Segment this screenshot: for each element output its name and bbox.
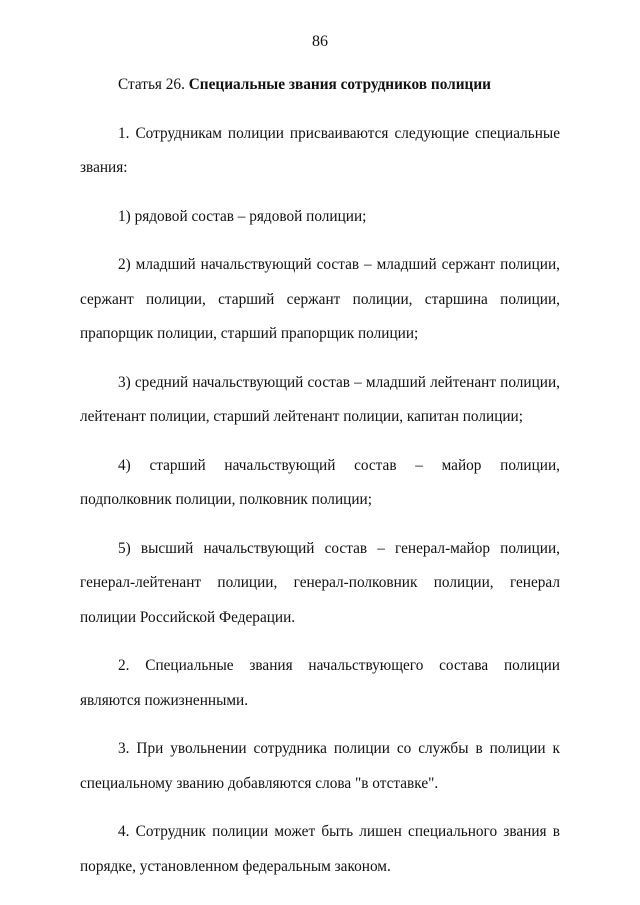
list-item-1: 1) рядовой состав – рядовой полиции; (118, 207, 367, 225)
paragraph-2: 2. Специальные звания начальствующего состава полиции являются пожизненными. (80, 657, 560, 709)
paragraph-3: 3. При увольнении сотрудника полиции со службы в полиции к специальному званию добавляются слова "в отставке". (80, 740, 560, 792)
article-title: Специальные звания сотрудников полиции (188, 76, 491, 93)
list-item-2: 2) младший начальствующий состав – младший сержант полиции, сержант полиции, старший сержант полиции, старшина полиции, прапорщик полиции, старший прапорщик полиции; (80, 256, 560, 342)
article-label: Статья 26. (118, 76, 185, 93)
article-body (80, 68, 560, 884)
list-item-5: 5) высший начальствующий состав – генерал-майор полиции, генерал-лейтенант полиции, генерал-полковник полиции, генерал полиции Российской Федерации. (80, 539, 560, 626)
list-item-3: 3) средний начальствующий состав – младший лейтенант полиции, лейтенант полиции, старший лейтенант полиции, капитан полиции; (80, 373, 560, 425)
article-heading (80, 68, 560, 103)
list-item-4: 4) старший начальствующий состав – майор полиции, подполковник полиции, полковник полиции; (80, 456, 560, 508)
paragraph-1: 1. Сотрудникам полиции присваиваются следующие специальные звания: (80, 124, 560, 176)
paragraph-4: 4. Сотрудник полиции может быть лишен специального звания в порядке, установленном федеральным законом. (80, 823, 560, 875)
page-number: 86 (312, 33, 328, 50)
